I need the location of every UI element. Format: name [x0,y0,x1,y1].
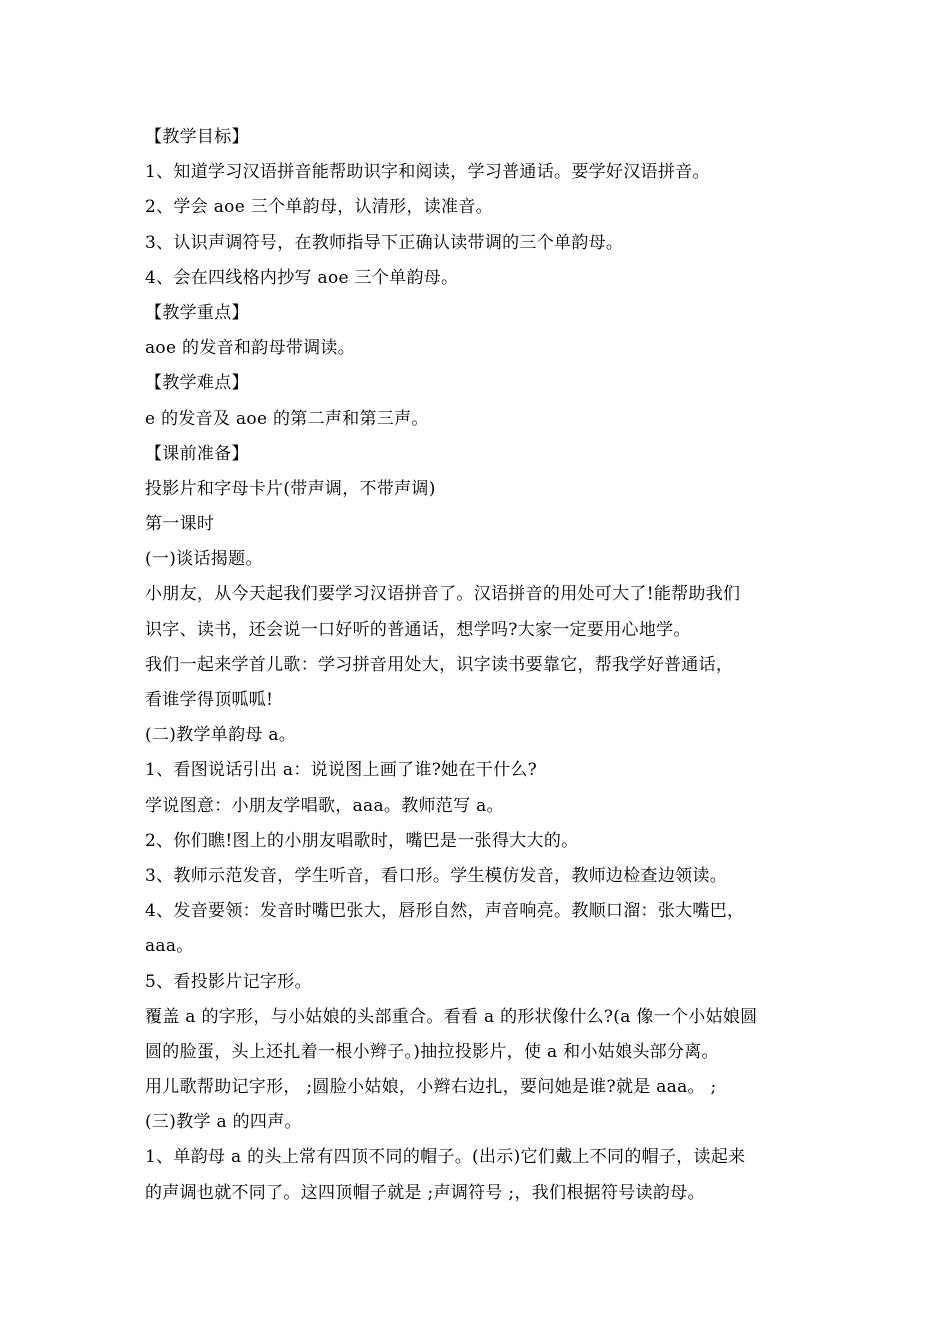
paragraph-line: 2、学会 aoe 三个单韵母，认清形，读准音。 [145,197,493,218]
paragraph-line: 圆的脸蛋，头上还扎着一根小辫子。)抽拉投影片，使 a 和小姑娘头部分离。 [145,1041,719,1062]
subsection-heading: (二)教学单韵母 a。 [145,725,297,746]
paragraph-line: 覆盖 a 的字形，与小姑娘的头部重合。看看 a 的形状像什么?(a 像一个小姑娘圆 [145,1006,758,1027]
section-heading-preparation: 【课前准备】 [145,443,249,464]
paragraph-line: 1、看图说话引出 a：说说图上画了谁?她在干什么? [145,760,538,781]
paragraph-line: 投影片和字母卡片(带声调，不带声调) [145,478,436,499]
paragraph-line: 用儿歌帮助记字形， ;圆脸小姑娘，小辫右边扎，要问她是谁?就是 aaa。 ; [145,1077,717,1098]
paragraph-line: 小朋友，从今天起我们要学习汉语拼音了。汉语拼音的用处可大了!能帮助我们 [145,584,741,605]
paragraph-line: 4、会在四线格内抄写 aoe 三个单韵母。 [145,267,459,288]
paragraph-line: 5、看投影片记字形。 [145,971,312,992]
lesson-title: 第一课时 [145,514,215,535]
paragraph-line: 1、单韵母 a 的头上常有四顶不同的帽子。(出示)它们戴上不同的帽子，读起来 [145,1147,746,1168]
paragraph-line: aaa。 [145,936,194,957]
paragraph-line: 4、发音要领：发音时嘴巴张大，唇形自然，声音响亮。教顺口溜：张大嘴巴， [145,901,745,922]
subsection-heading: (一)谈话揭题。 [145,549,263,570]
document-body [145,120,825,1211]
paragraph-line: 我们一起来学首儿歌：学习拼音用处大，识字读书要靠它，帮我学好普通话， [145,654,734,675]
paragraph-line: 3、教师示范发音，学生听音，看口形。学生模仿发音，教师边检查边领读。 [145,865,728,886]
paragraph-line: e 的发音及 aoe 的第二声和第三声。 [145,408,429,429]
paragraph-line: 1、知道学习汉语拼音能帮助识字和阅读，学习普通话。要学好汉语拼音。 [145,162,710,183]
paragraph-line: 2、你们瞧!图上的小朋友唱歌时，嘴巴是一张得大大的。 [145,830,579,851]
paragraph-line: 3、认识声调符号，在教师指导下正确认读带调的三个单韵母。 [145,232,624,253]
paragraph-line: 的声调也就不同了。这四顶帽子就是 ;声调符号 ;，我们根据符号读韵母。 [145,1182,705,1203]
paragraph-line: 看谁学得顶呱呱! [145,690,274,710]
section-heading-teaching-goals: 【教学目标】 [145,127,249,147]
section-heading-difficulties: 【教学难点】 [145,373,249,394]
paragraph-line: 学说图意：小朋友学唱歌，aaa。教师范写 a。 [145,795,504,816]
subsection-heading: (三)教学 a 的四声。 [145,1112,302,1133]
section-heading-key-points: 【教学重点】 [145,302,249,323]
paragraph-line: 识字、读书，还会说一口好听的普通话，想学吗?大家一定要用心地学。 [145,619,691,640]
paragraph-line: aoe 的发音和韵母带调读。 [145,338,356,359]
